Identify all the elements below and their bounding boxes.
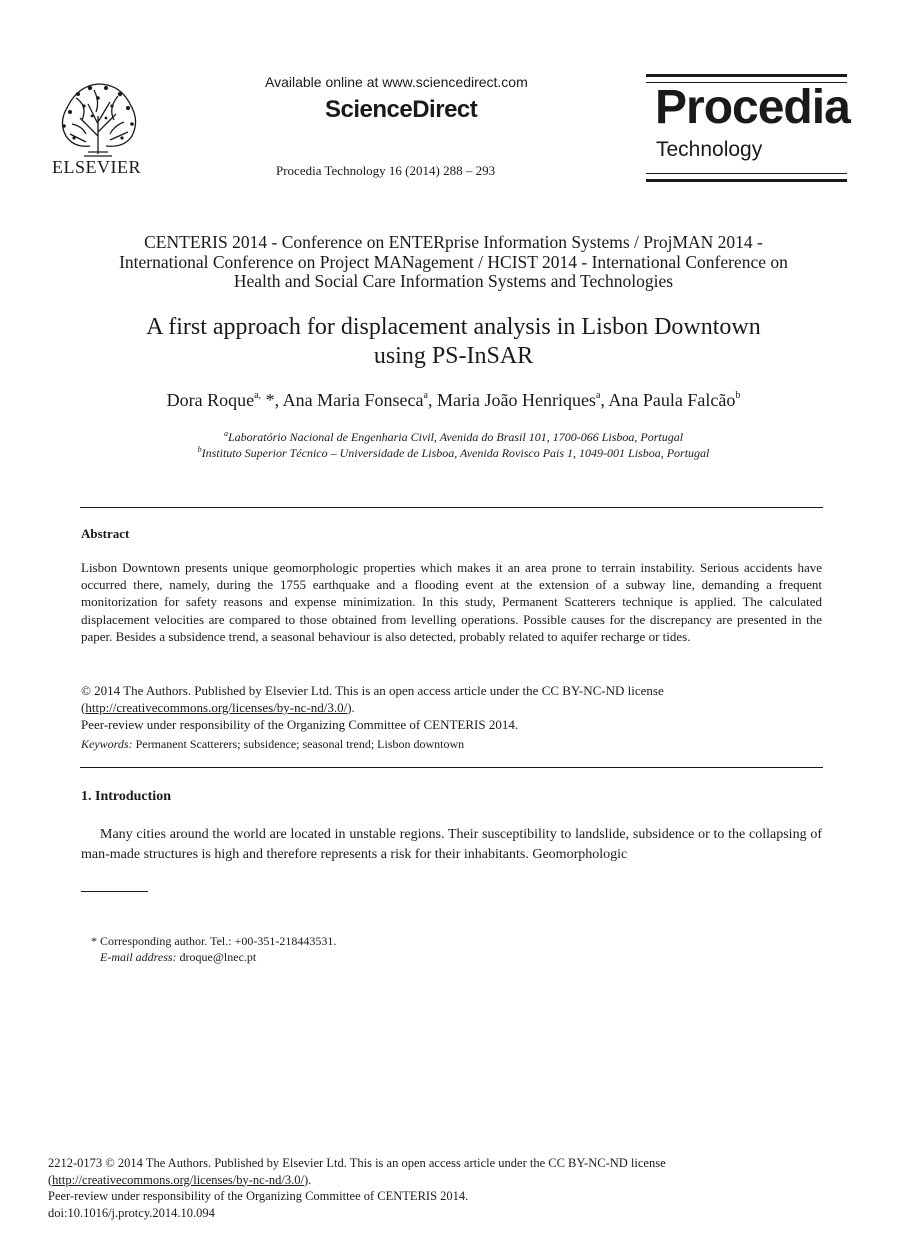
- elsevier-wordmark: ELSEVIER: [52, 157, 141, 177]
- affiliation-text: Laboratório Nacional de Engenharia Civil, Avenida do Brasil 101, 1700-066 Lisboa, Portugal: [227, 430, 684, 444]
- peer-review-line: Peer-review under responsibility of the Organizing Committee of CENTERIS 2014.: [81, 717, 519, 732]
- section-divider-top: [80, 507, 823, 508]
- journal-reference: Procedia Technology 16 (2014) 288 – 293: [276, 163, 496, 178]
- keywords-label: Keywords:: [81, 737, 133, 751]
- affiliation-text: Instituto Superior Técnico – Universidade de Lisboa, Avenida Rovisco Pais 1, 1049-001 Lisboa, Portugal: [201, 446, 710, 460]
- affiliation-b: [40, 446, 867, 461]
- doi-line[interactable]: doi:10.1016/j.protcy.2014.10.094: [48, 1205, 215, 1220]
- abstract-body: Lisbon Downtown presents unique geomorphologic properties which makes it an area prone to terrain instability. Serious accidents have occurred there, namely, during the 1755 earthquake and a flooding event at the extension of a subway line, demanding a frequent monitorization for safety reasons and expense minimization. In this study, Permanent Scatterers technique is applied. The calculated displacement velocities are compared to those obtained from levelling operations. Possible causes for the discrepancy are presented in the paper. Besides a subsidence trend, a seasonal behaviour is also detected, probably related to aquifer recharge or tides.: [81, 560, 822, 644]
- author-name: Ana Maria Fonseca: [282, 390, 424, 410]
- author-separator: ,: [427, 390, 437, 410]
- conference-line: Health and Social Care Information Systems and Technologies: [233, 271, 674, 291]
- author-affil-mark: a: [595, 390, 601, 401]
- author-separator: ,: [600, 390, 609, 410]
- paren-close: ).: [347, 700, 355, 715]
- procedia-logo-sub: Technology: [656, 138, 763, 161]
- email-label: E-mail address:: [100, 950, 177, 964]
- email-note: [100, 950, 256, 965]
- author-affil-mark: b: [735, 390, 741, 401]
- copyright-notice: [81, 682, 822, 733]
- sciencedirect-brand[interactable]: ScienceDirect: [325, 96, 478, 123]
- keywords-text: Permanent Scatterers; subsidence; seasonal trend; Lisbon downtown: [132, 737, 465, 751]
- footer-license-link[interactable]: http://creativecommons.org/licenses/by-nc-nd/3.0/: [52, 1172, 304, 1187]
- section-divider-bottom: [80, 767, 823, 768]
- author-affil-mark: a: [423, 390, 428, 401]
- abstract-heading: Abstract: [81, 526, 130, 541]
- title-line: A first approach for displacement analysis in Lisbon Downtown: [146, 314, 761, 340]
- paren-open: (: [81, 700, 86, 715]
- author-name: Maria João Henriques: [436, 390, 596, 410]
- procedia-logo-name: Procedia: [655, 81, 850, 134]
- author-affil-mark: a,: [254, 390, 262, 401]
- paren-open: (: [48, 1172, 53, 1187]
- copyright-line: © 2014 The Authors. Published by Elsevier Ltd. This is an open access article under the CC BY-NC-ND license: [81, 683, 664, 698]
- affiliation-a: [40, 430, 867, 445]
- footer-copyright-line: 2212-0173 © 2014 The Authors. Published by Elsevier Ltd. This is an open access article under the CC BY-NC-ND license: [48, 1156, 666, 1170]
- affiliation-mark: a: [223, 429, 228, 438]
- corresponding-mark: *,: [261, 390, 283, 410]
- introduction-body: Many cities around the world are located in unstable regions. Their susceptibility to landslide, subsidence or to the collapsing of man-made structures is high and therefore represents a risk for their inhabitants. Geomorphologic: [81, 827, 822, 862]
- introduction-heading: 1. Introduction: [81, 789, 171, 804]
- affiliation-mark: b: [197, 445, 202, 454]
- paren-close: ).: [303, 1172, 312, 1187]
- paper-title: [60, 313, 847, 371]
- email-address[interactable]: droque@lnec.pt: [176, 950, 257, 964]
- author-list: [40, 390, 867, 411]
- license-line: [81, 699, 822, 716]
- corresponding-author-note: * Corresponding author. Tel.: +00-351-218443531.: [91, 934, 337, 948]
- license-link[interactable]: http://creativecommons.org/licenses/by-nc-nd/3.0/: [85, 700, 348, 715]
- available-online-line[interactable]: Available online at www.sciencedirect.com: [265, 74, 528, 90]
- conference-line: CENTERIS 2014 - Conference on ENTERprise Information Systems / ProjMAN 2014 -: [144, 232, 763, 252]
- author-name: Dora Roque: [166, 390, 255, 410]
- page-footer: [48, 1155, 666, 1221]
- keywords: [81, 737, 464, 752]
- conference-name: [60, 233, 847, 292]
- title-line: using PS-InSAR: [373, 343, 534, 369]
- conference-line: International Conference on Project MANagement / HCIST 2014 - International Conference on: [119, 251, 788, 272]
- footer-peer-review: Peer-review under responsibility of the Organizing Committee of CENTERIS 2014.: [48, 1189, 469, 1203]
- footnote-divider: [81, 891, 148, 892]
- author-name: Ana Paula Falcão: [608, 390, 736, 410]
- footer-license-line: [48, 1172, 666, 1189]
